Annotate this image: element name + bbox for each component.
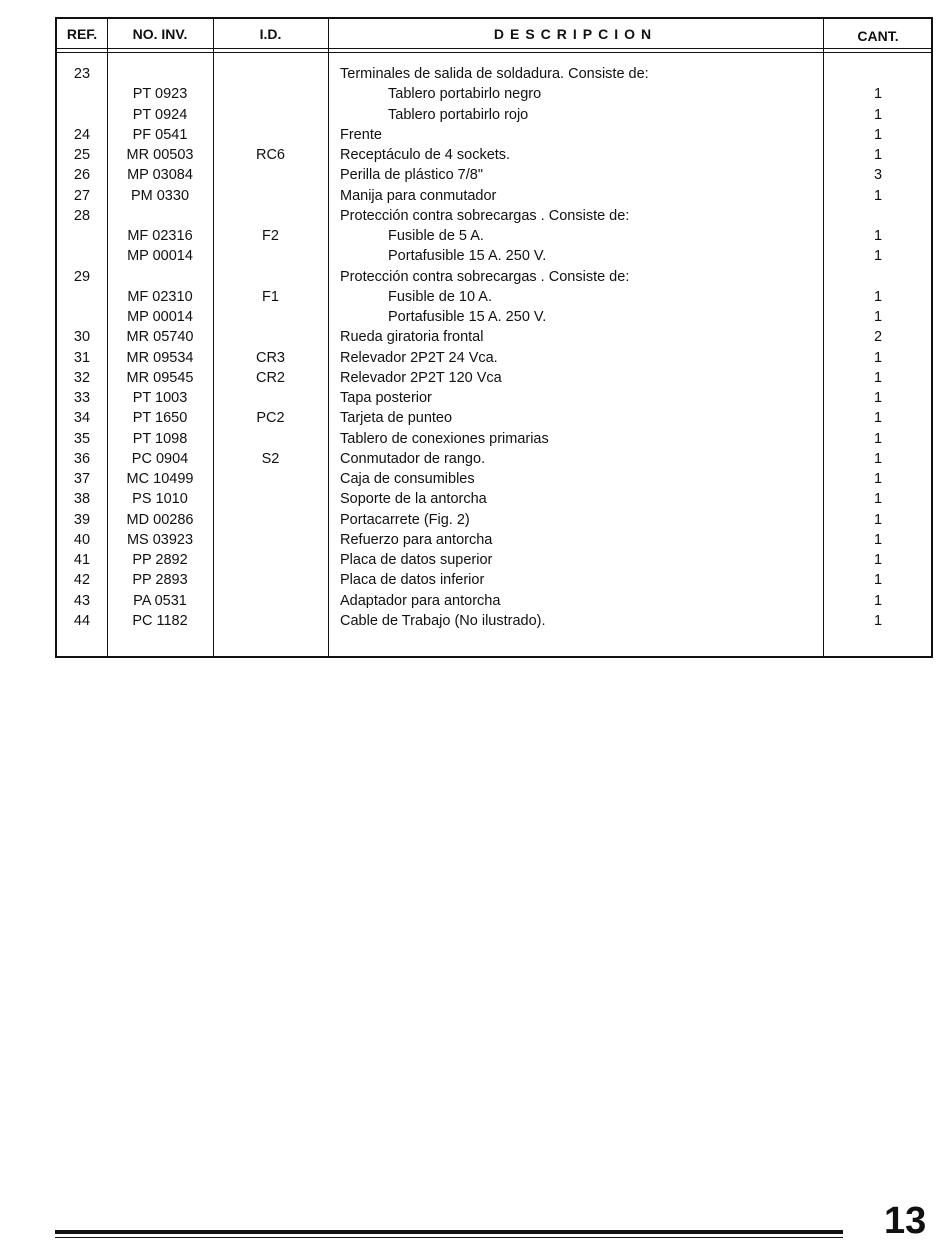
cell-desc: Protección contra sobrecargas . Consiste de: [340,268,630,285]
cell-cant: 1 [873,430,883,447]
table-row [57,307,931,327]
cell-cant: 1 [873,390,883,406]
header-inv: NO. INV. [132,26,188,42]
cell-inv: PT 1098 [132,430,188,447]
table-header [57,19,931,49]
cell-cant: 1 [873,147,883,163]
cell-cant: 1 [873,450,883,467]
cell-ref: 29 [73,268,91,285]
cell-ref: 42 [73,572,91,589]
cell-ref: 26 [73,167,91,184]
header-ref: REF. [66,26,98,42]
cell-id: S2 [261,450,280,467]
cell-desc: Placa de datos inferior [340,572,485,589]
table-row [57,186,931,206]
cell-inv: MP 00014 [127,248,193,265]
cell-desc: Tablero de conexiones primarias [340,430,549,447]
cell-ref: 44 [73,612,91,629]
cell-desc: Caja de consumibles [340,471,475,487]
cell-desc: Relevador 2P2T 24 Vca. [340,349,498,366]
cell-id: F2 [262,228,279,244]
table-row [57,591,931,611]
header-rule [57,48,931,49]
cell-cant: 1 [873,309,883,325]
cell-desc: Tarjeta de punteo [340,410,453,427]
table-row [57,611,931,631]
cell-desc: Adaptador para antorcha [340,592,501,609]
cell-inv: MR 09545 [126,369,194,386]
cell-id: F1 [262,288,279,305]
cell-ref: 32 [73,369,91,386]
table-row [57,105,931,125]
cell-inv: MC 10499 [126,471,194,487]
cell-cant: 1 [873,531,883,548]
cell-desc: Tablero portabirlo rojo [388,106,529,123]
cell-ref: 38 [73,491,91,508]
cell-ref: 27 [73,187,91,204]
table-row [57,530,931,550]
table-row [57,226,931,246]
cell-desc: Frente [340,126,382,143]
cell-id: PC2 [256,410,285,427]
footer-rule [55,1230,843,1234]
cell-cant: 1 [873,511,883,528]
cell-inv: PC 1182 [132,612,188,629]
table-row [57,206,931,226]
cell-inv: MS 03923 [126,531,194,548]
table-row [57,145,931,165]
cell-id: RC6 [255,147,285,163]
cell-ref: 24 [73,126,91,143]
cell-inv: MD 00286 [126,511,194,528]
cell-inv: PT 1003 [132,390,188,406]
cell-cant: 1 [873,612,883,629]
footer-rule [55,1237,843,1238]
table-row [57,368,931,388]
cell-desc: Rueda giratoria frontal [340,329,484,346]
cell-ref: 31 [73,349,91,366]
cell-inv: PP 2892 [132,552,188,568]
cell-desc: Portacarrete (Fig. 2) [340,511,470,528]
table-row [57,246,931,266]
cell-desc: Portafusible 15 A. 250 V. [388,248,547,265]
cell-inv: PM 0330 [130,187,190,204]
cell-cant: 1 [873,369,883,386]
cell-cant: 1 [873,491,883,508]
table-row [57,550,931,570]
cell-desc: Fusible de 5 A. [388,228,484,244]
table-row [57,267,931,287]
cell-cant: 1 [873,126,883,143]
cell-ref: 39 [73,511,91,528]
cell-cant: 3 [873,167,883,184]
cell-inv: PT 1650 [132,410,188,427]
table-row [57,125,931,145]
cell-ref: 30 [73,329,91,346]
cell-inv: PC 0904 [131,450,189,467]
cell-cant: 1 [873,410,883,427]
cell-desc: Protección contra sobrecargas . Consiste de: [340,207,630,224]
table-row [57,489,931,509]
cell-inv: MR 09534 [126,349,194,366]
cell-desc: Perilla de plástico 7/8" [340,167,483,184]
cell-id: CR3 [255,349,285,366]
table-row [57,510,931,530]
cell-inv: PT 0924 [132,106,188,123]
header-id: I.D. [259,26,282,42]
header-desc: DESCRIPCION [493,26,658,42]
cell-ref: 23 [73,66,91,82]
table-row [57,64,931,84]
cell-desc: Fusible de 10 A. [388,288,492,305]
cell-inv: PS 1010 [132,491,188,508]
cell-desc: Soporte de la antorcha [340,491,487,508]
table-row [57,469,931,489]
cell-ref: 25 [73,147,91,163]
cell-desc: Manija para conmutador [340,187,497,204]
cell-cant: 1 [873,248,883,265]
cell-cant: 1 [873,288,883,305]
cell-cant: 1 [873,592,883,609]
table-row [57,348,931,368]
parts-table [55,17,933,658]
cell-ref: 36 [73,450,91,467]
cell-cant: 1 [873,572,883,589]
table-row [57,449,931,469]
cell-ref: 40 [73,531,91,548]
cell-ref: 28 [73,207,91,224]
cell-desc: Placa de datos superior [340,552,493,568]
cell-cant: 1 [873,471,883,487]
table-row [57,165,931,185]
cell-cant: 1 [873,106,883,123]
cell-inv: MF 02310 [127,288,193,305]
cell-cant: 1 [873,349,883,366]
table-row [57,287,931,307]
cell-desc: Tapa posterior [340,390,432,406]
table-row [57,388,931,408]
cell-cant: 1 [873,187,883,204]
cell-inv: MR 00503 [126,147,194,163]
cell-id: CR2 [255,369,285,386]
cell-desc: Tablero portabirlo negro [388,86,542,103]
cell-desc: Cable de Trabajo (No ilustrado). [340,612,546,629]
cell-desc: Refuerzo para antorcha [340,531,493,548]
table-body [57,64,931,631]
cell-cant: 1 [873,86,883,103]
cell-inv: PF 0541 [132,126,188,143]
cell-desc: Terminales de salida de soldadura. Consiste de: [340,66,649,82]
table-row [57,429,931,449]
cell-inv: PA 0531 [133,592,187,609]
cell-cant: 2 [873,329,883,346]
cell-ref: 43 [73,592,91,609]
cell-inv: MF 02316 [127,228,193,244]
cell-desc: Portafusible 15 A. 250 V. [388,309,547,325]
page-number: 13 [884,1200,927,1242]
cell-ref: 33 [73,390,91,406]
cell-inv: PP 2893 [132,572,188,589]
cell-ref: 37 [73,471,91,487]
cell-inv: MR 05740 [126,329,194,346]
cell-inv: MP 03084 [127,167,193,184]
cell-ref: 35 [73,430,91,447]
cell-ref: 41 [73,552,91,568]
cell-desc: Receptáculo de 4 sockets. [340,147,511,163]
cell-inv: PT 0923 [132,86,188,103]
header-cant: CANT. [857,28,899,44]
header-rule [57,52,931,53]
table-row [57,570,931,590]
cell-desc: Relevador 2P2T 120 Vca [340,369,502,386]
table-row [57,408,931,428]
table-row [57,84,931,104]
cell-cant: 1 [873,552,883,568]
cell-desc: Conmutador de rango. [340,450,486,467]
table-row [57,327,931,347]
cell-cant: 1 [873,228,883,244]
cell-inv: MP 00014 [127,309,193,325]
cell-ref: 34 [73,410,91,427]
